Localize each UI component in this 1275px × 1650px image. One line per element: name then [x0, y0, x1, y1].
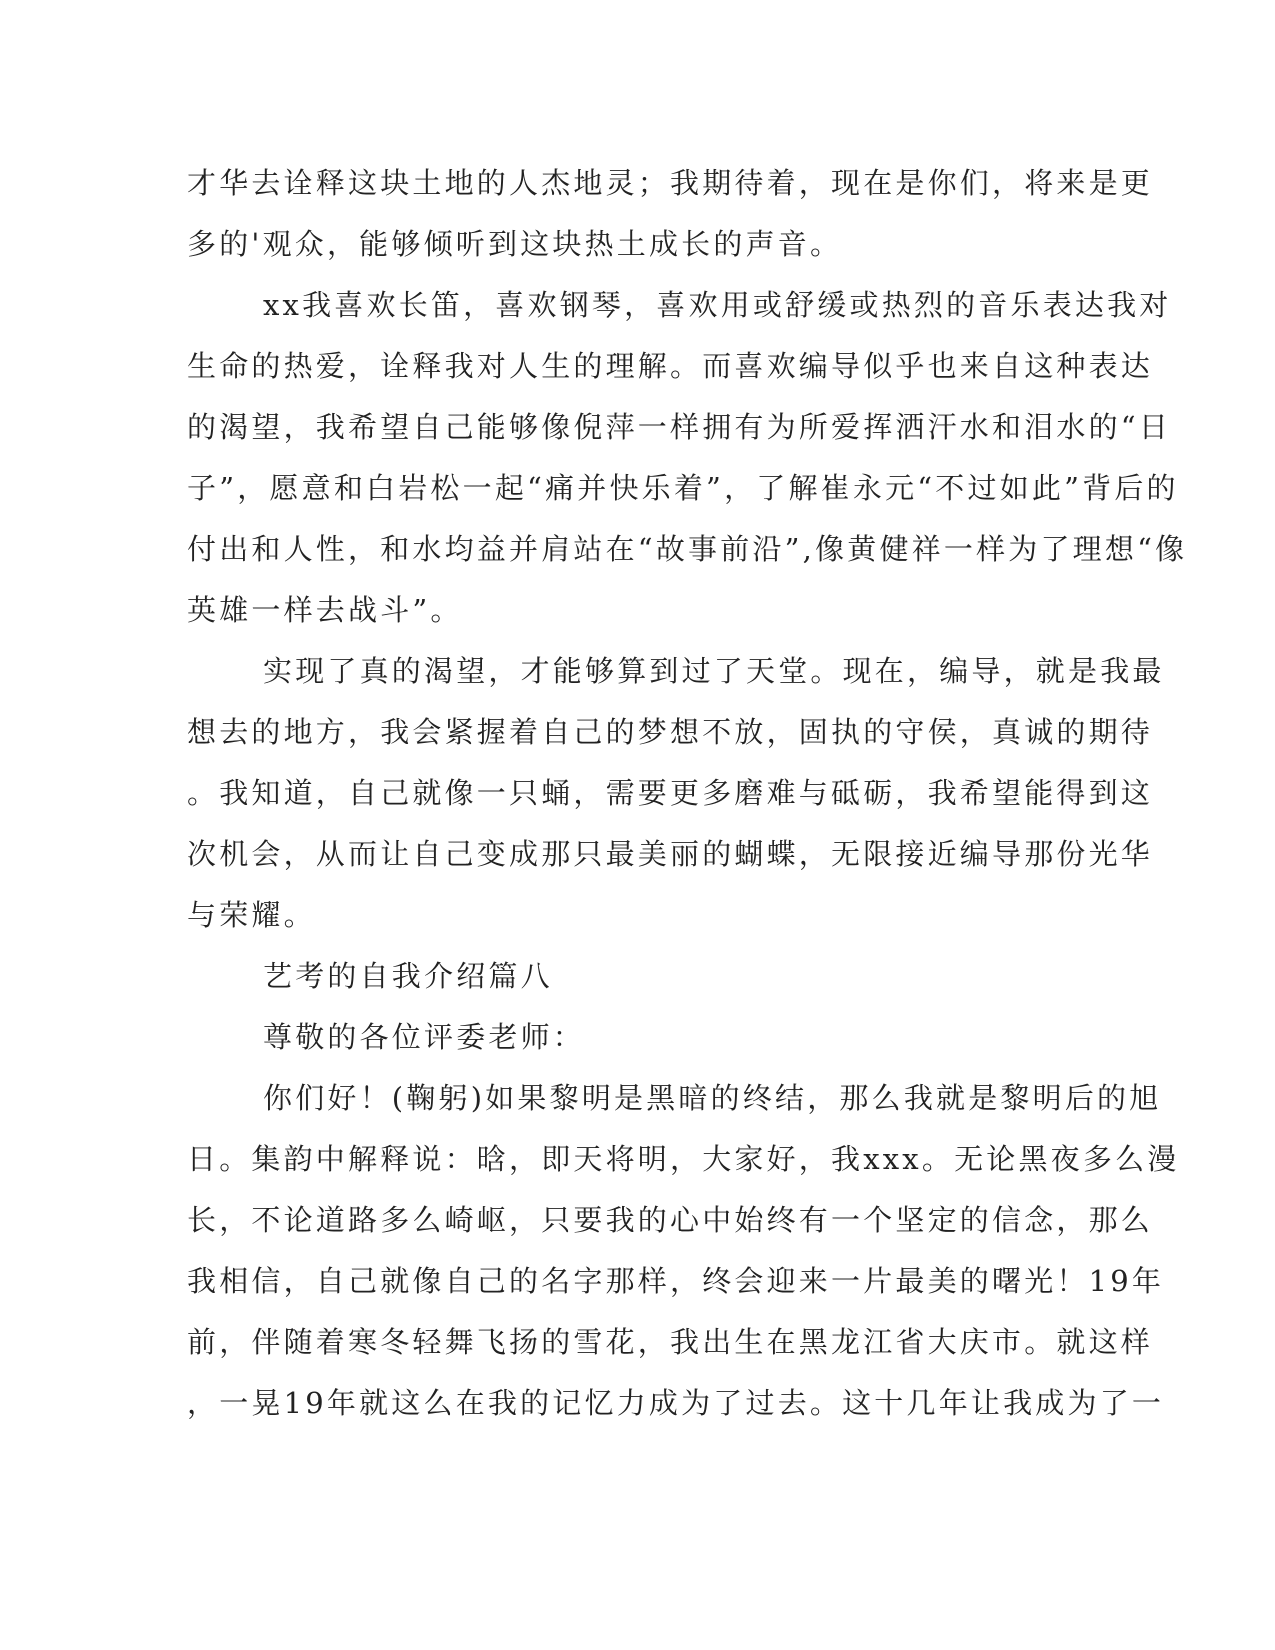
text-line: 你们好！(鞠躬)如果黎明是黑暗的终结，那么我就是黎明后的旭 — [263, 1081, 1162, 1115]
text-line: 日。集韵中解释说：晗，即天将明，大家好，我xxx。无论黑夜多么漫 — [187, 1142, 1180, 1176]
text-line: xx我喜欢长笛，喜欢钢琴，喜欢用或舒缓或热烈的音乐表达我对 — [263, 288, 1172, 322]
text-line: 我相信，自己就像自己的名字那样，终会迎来一片最美的曙光！19年 — [187, 1264, 1165, 1298]
salutation: 尊敬的各位评委老师： — [263, 1020, 586, 1054]
text-line: 想去的地方，我会紧握着自己的梦想不放，固执的守侯，真诚的期待 — [187, 715, 1154, 749]
text-line: 付出和人性，和水均益并肩站在“故事前沿”,像黄健祥一样为了理想“像 — [187, 532, 1188, 566]
text-line: 多的'观众，能够倾听到这块热土成长的声音。 — [187, 227, 843, 261]
text-line: 的渴望，我希望自己能够像倪萍一样拥有为所爱挥洒汗水和泪水的“日 — [187, 410, 1172, 444]
text-line: 长，不论道路多么崎岖，只要我的心中始终有一个坚定的信念，那么 — [187, 1203, 1154, 1237]
text-line: 生命的热爱，诠释我对人生的理解。而喜欢编导似乎也来自这种表达 — [187, 349, 1154, 383]
text-line: 。我知道，自己就像一只蛹，需要更多磨难与砥砺，我希望能得到这 — [187, 776, 1154, 810]
text-line: 与荣耀。 — [187, 898, 316, 932]
document-body — [187, 153, 1188, 1434]
text-line: ，一晃19年就这么在我的记忆力成为了过去。这十几年让我成为了一 — [187, 1386, 1165, 1420]
text-line: 英雄一样去战斗”。 — [187, 593, 463, 627]
text-line: 才华去诠释这块土地的人杰地灵；我期待着，现在是你们，将来是更 — [187, 166, 1154, 200]
text-line: 子”，愿意和白岩松一起“痛并快乐着”，了解崔永元“不过如此”背后的 — [187, 471, 1179, 505]
section-heading: 艺考的自我介绍篇八 — [263, 959, 553, 993]
text-line: 前，伴随着寒冬轻舞飞扬的雪花，我出生在黑龙江省大庆市。就这样 — [187, 1325, 1154, 1359]
text-line: 次机会，从而让自己变成那只最美丽的蝴蝶，无限接近编导那份光华 — [187, 837, 1154, 871]
text-line: 实现了真的渴望，才能够算到过了天堂。现在，编导，就是我最 — [263, 654, 1165, 688]
